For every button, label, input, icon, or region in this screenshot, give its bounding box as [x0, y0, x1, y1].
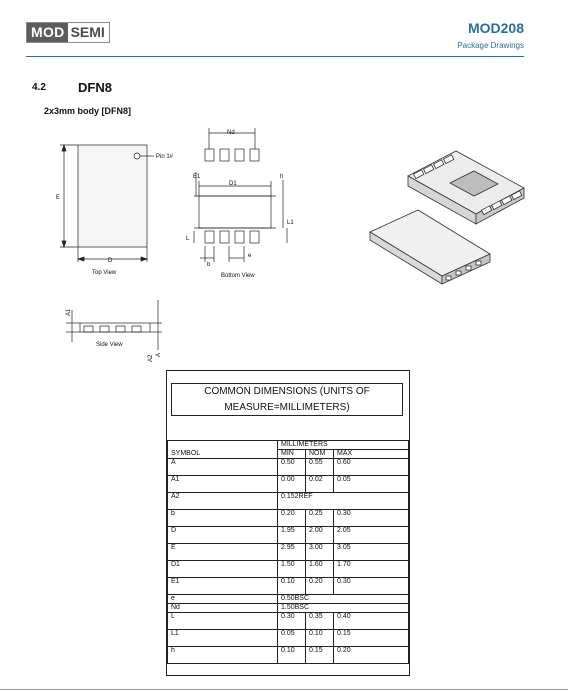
dim-e-label: e: [248, 253, 252, 259]
symbol-cell: h: [168, 647, 278, 664]
symbol-header: SYMBOL: [168, 450, 278, 459]
dim-h-label: h: [280, 174, 284, 180]
symbol-cell: L1: [168, 630, 278, 647]
min-cell: 1.50: [278, 561, 306, 578]
max-header: MAX: [334, 450, 409, 459]
dim-b-label: b: [207, 262, 211, 268]
max-cell: 3.05: [334, 544, 409, 561]
min-cell: 0.10: [278, 578, 306, 595]
nom-cell: 0.55: [306, 459, 334, 476]
dim-Nd-label: Nd: [227, 130, 235, 136]
max-cell: 2.05: [334, 527, 409, 544]
max-cell: 0.15: [334, 630, 409, 647]
table-row: [168, 595, 409, 604]
nom-cell: 0.10: [306, 630, 334, 647]
min-cell: 0.20: [278, 510, 306, 527]
symbol-cell: A: [168, 459, 278, 476]
nom-cell: 0.25: [306, 510, 334, 527]
nom-cell: 0.15: [306, 647, 334, 664]
package-subtitle: 2x3mm body [DFN8]: [44, 106, 132, 116]
document-subtitle: Package Drawings: [457, 41, 524, 50]
dimensions-grid: [167, 440, 409, 664]
dim-L1-label: L1: [287, 220, 294, 226]
dim-D-label: D: [108, 258, 113, 264]
max-cell: 0.60: [334, 459, 409, 476]
table-row: [168, 544, 409, 561]
symbol-cell: A1: [168, 476, 278, 493]
symbol-cell: b: [168, 510, 278, 527]
value-span-cell: 0.152REF: [278, 493, 409, 510]
page-bottom-rule: [0, 689, 568, 690]
section-number: 4.2: [32, 82, 46, 93]
symbol-cell: E: [168, 544, 278, 561]
min-cell: 0.10: [278, 647, 306, 664]
nom-cell: 2.00: [306, 527, 334, 544]
min-cell: 0.00: [278, 476, 306, 493]
max-cell: 0.05: [334, 476, 409, 493]
table-row: [168, 527, 409, 544]
symbol-cell: D: [168, 527, 278, 544]
table-row: [168, 647, 409, 664]
max-cell: 0.20: [334, 647, 409, 664]
max-cell: 1.70: [334, 561, 409, 578]
table-row: [168, 561, 409, 578]
dim-D1-label: D1: [229, 181, 237, 187]
max-cell: 0.30: [334, 510, 409, 527]
top-view-label: Top View: [92, 270, 117, 276]
nom-cell: 1.60: [306, 561, 334, 578]
value-span-cell: 1.50BSC: [278, 604, 409, 613]
max-cell: 0.30: [334, 578, 409, 595]
logo-left-text: MOD: [27, 23, 68, 42]
table-row: [168, 493, 409, 510]
nom-cell: 0.35: [306, 613, 334, 630]
min-cell: 2.95: [278, 544, 306, 561]
symbol-cell: Nd: [168, 604, 278, 613]
header-cell-blank: [168, 441, 278, 450]
bottom-view-drawing: [194, 128, 287, 262]
symbol-cell: e: [168, 595, 278, 604]
table-row: [168, 459, 409, 476]
symbol-cell: E1: [168, 578, 278, 595]
package-3d-bottom-illustration: [408, 151, 524, 224]
min-cell: 1.95: [278, 527, 306, 544]
value-span-cell: 0.50BSC: [278, 595, 409, 604]
min-cell: 0.50: [278, 459, 306, 476]
nom-cell: 0.20: [306, 578, 334, 595]
common-dimensions-table: [166, 370, 410, 676]
max-cell: 0.40: [334, 613, 409, 630]
table-row: [168, 613, 409, 630]
min-header: MIN: [278, 450, 306, 459]
header-row-units: [168, 441, 409, 450]
symbol-cell: A2: [168, 493, 278, 510]
unit-header: MILLIMETERS: [278, 441, 409, 450]
dim-E-label: E: [56, 195, 61, 201]
table-row: [168, 510, 409, 527]
pin1-label: Pin 1#: [156, 154, 174, 160]
table-row: [168, 578, 409, 595]
dimensions-title: [171, 383, 403, 416]
logo-right-text: SEMI: [68, 23, 109, 42]
dimensions-title-line1: COMMON DIMENSIONS (UNITS OF: [204, 386, 370, 397]
table-row: [168, 476, 409, 493]
top-view-drawing: [60, 145, 154, 262]
min-cell: 0.05: [278, 630, 306, 647]
document-title: MOD208: [467, 20, 524, 36]
table-row: [168, 604, 409, 613]
dim-A2-label: A2: [148, 354, 154, 362]
header-row-columns: [168, 450, 409, 459]
dimensions-title-line2: MEASURE=MILLIMETERS): [224, 402, 350, 413]
nom-cell: 0.02: [306, 476, 334, 493]
side-view-label: Side View: [96, 342, 123, 348]
section-title: DFN8: [78, 80, 112, 95]
dim-E1-label: E1: [193, 174, 201, 180]
symbol-cell: D1: [168, 561, 278, 578]
dim-A-label: A: [156, 352, 162, 357]
min-cell: 0.30: [278, 613, 306, 630]
nom-header: NOM: [306, 450, 334, 459]
table-row: [168, 630, 409, 647]
nom-cell: 3.00: [306, 544, 334, 561]
dim-A1-label: A1: [66, 308, 72, 316]
symbol-cell: L: [168, 613, 278, 630]
bottom-view-label: Bottom View: [221, 273, 255, 279]
dim-L-label: L: [186, 236, 190, 242]
